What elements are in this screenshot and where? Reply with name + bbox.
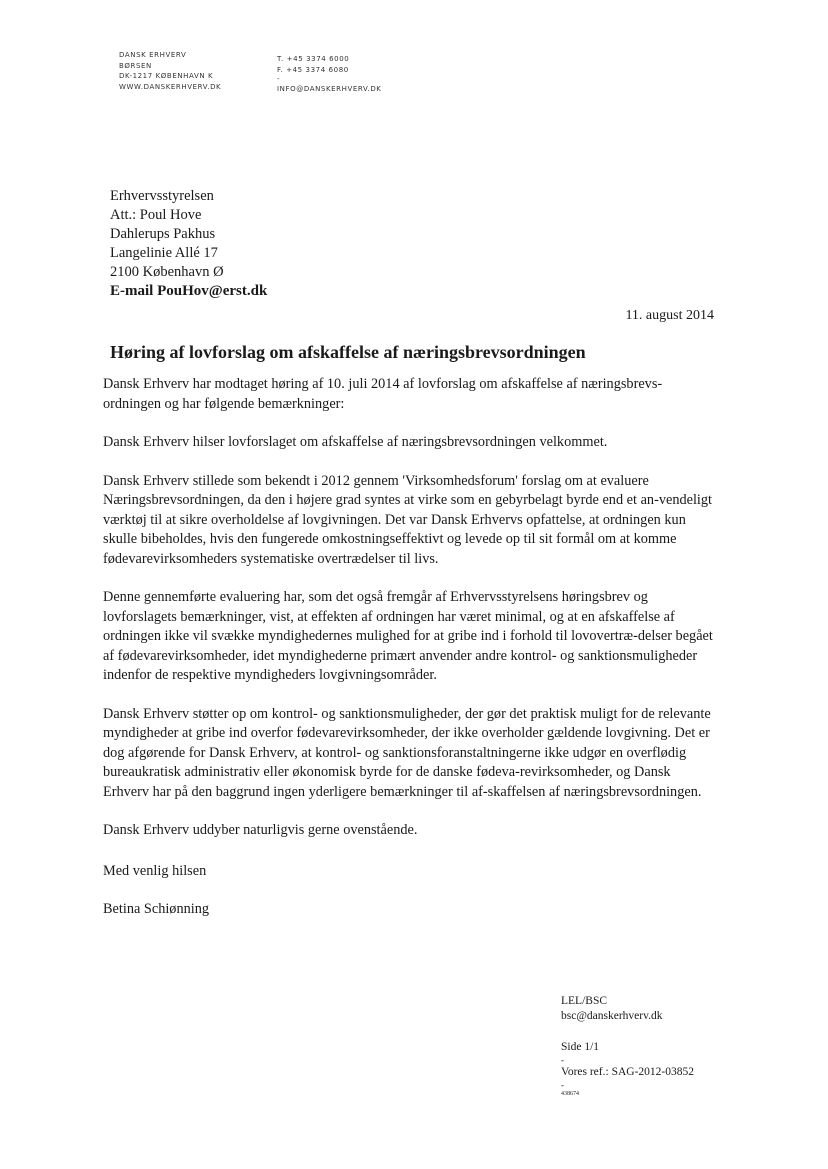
sender-contact-block bbox=[277, 54, 382, 95]
recipient-street: Langelinie Allé 17 bbox=[110, 245, 218, 261]
letter-title: Høring af lovforslag om afskaffelse af næringsbrevsordningen bbox=[110, 342, 586, 362]
footer-separator: - bbox=[561, 1080, 564, 1090]
paragraph-6: Dansk Erhverv uddyber naturligvis gerne ovenstående. bbox=[103, 822, 418, 838]
paragraph-2: Dansk Erhverv hilser lovforslaget om afskaffelse af næringsbrevsordningen velkommet. bbox=[103, 434, 608, 450]
signature-name: Betina Schiønning bbox=[103, 901, 210, 917]
footer-email: bsc@danskerhverv.dk bbox=[561, 1010, 663, 1022]
sender-building: BØRSEN bbox=[119, 61, 152, 70]
sender-separator: - bbox=[277, 75, 281, 83]
footer-ref: Vores ref.: SAG-2012-03852 bbox=[561, 1066, 694, 1078]
closing-greeting: Med venlig hilsen bbox=[103, 863, 207, 879]
sender-address-block bbox=[119, 50, 221, 92]
paragraph-1: Dansk Erhverv har modtaget høring af 10. juli 2014 af lovforslag om afskaffelse af næringsbrevs-ordningen og har følgende bemærkninger: bbox=[103, 376, 663, 412]
footer-contact bbox=[561, 994, 663, 1024]
letter-body bbox=[103, 375, 715, 860]
sender-website: WWW.DANSKERHVERV.DK bbox=[119, 82, 222, 91]
footer-docno: 438674 bbox=[561, 1091, 579, 1097]
letter-date: 11. august 2014 bbox=[625, 308, 714, 323]
sender-phone: T. +45 3374 6000 bbox=[277, 55, 350, 63]
paragraph-3: Dansk Erhverv stillede som bekendt i 2012 gennem 'Virksomhedsforum' forslag om at evaluere Næringsbrevsordningen, da den i højere grad syntes at virke som en gebyrbelagt byrde end et an-vendeligt værktøj til at sikre overholdelse af lovgivningen. Det var Dansk Erhvervs opfattelse, at ordningen kun skulle bibeholdes, hvis den fungerede omkostningseffektivt og levede op til sit formål om at komme fødevarevirksomheders systematiske overtrædelser til livs. bbox=[103, 472, 713, 567]
sender-name: DANSK ERHVERV bbox=[119, 51, 187, 59]
recipient-building: Dahlerups Pakhus bbox=[110, 226, 216, 242]
recipient-address-block bbox=[110, 187, 267, 301]
footer-separator: - bbox=[561, 1055, 564, 1065]
paragraph-5: Dansk Erhverv støtter op om kontrol- og sanktionsmuligheder, der gør det praktisk muligt for de relevante myndigheder at gribe ind overfor fødevarevirksomheder, der ikke overholder gældende lovgivning. Det er dog afgørende for Dansk Erhverv, at kontrol- og sanktionsforanstaltningerne ikke udgør en overflødig bureaukratisk administrativ eller økonomisk byrde for de danske fødeva-revirksomheder, og Dansk Erhverv har på den baggrund ingen yderligere bemærkninger til af-skaffelsen af næringsbrevsordningen. bbox=[103, 705, 711, 800]
sender-fax: F. +45 3374 6080 bbox=[277, 65, 349, 74]
paragraph-4: Denne gennemførte evaluering har, som det også fremgår af Erhvervsstyrelsens høringsbrev og lovforslagets bemærkninger, vist, at effekten af ordningen har været minimal, og at en afskaffelse af ordningen ikke vil svække myndighedernes mulighed for at gribe ind i forhold til lovovertræ-delser begået af fødevarevirksomheder, idet myndighederne primært anvender andre kontrol- og sanktionsmuligheder indenfor de respektive myndigheders lovgivningsområder. bbox=[103, 589, 713, 683]
recipient-email: E-mail PouHov@erst.dk bbox=[110, 283, 268, 299]
sender-email: INFO@DANSKERHVERV.DK bbox=[277, 85, 382, 93]
footer-page: Side 1/1 bbox=[561, 1041, 600, 1053]
footer-initials: LEL/BSC bbox=[561, 995, 608, 1007]
recipient-att: Att.: Poul Hove bbox=[110, 207, 202, 223]
recipient-city: 2100 København Ø bbox=[110, 264, 224, 280]
footer-reference bbox=[561, 1040, 694, 1098]
sender-postal: DK-1217 KØBENHAVN K bbox=[119, 72, 214, 80]
recipient-org: Erhvervsstyrelsen bbox=[110, 188, 214, 204]
